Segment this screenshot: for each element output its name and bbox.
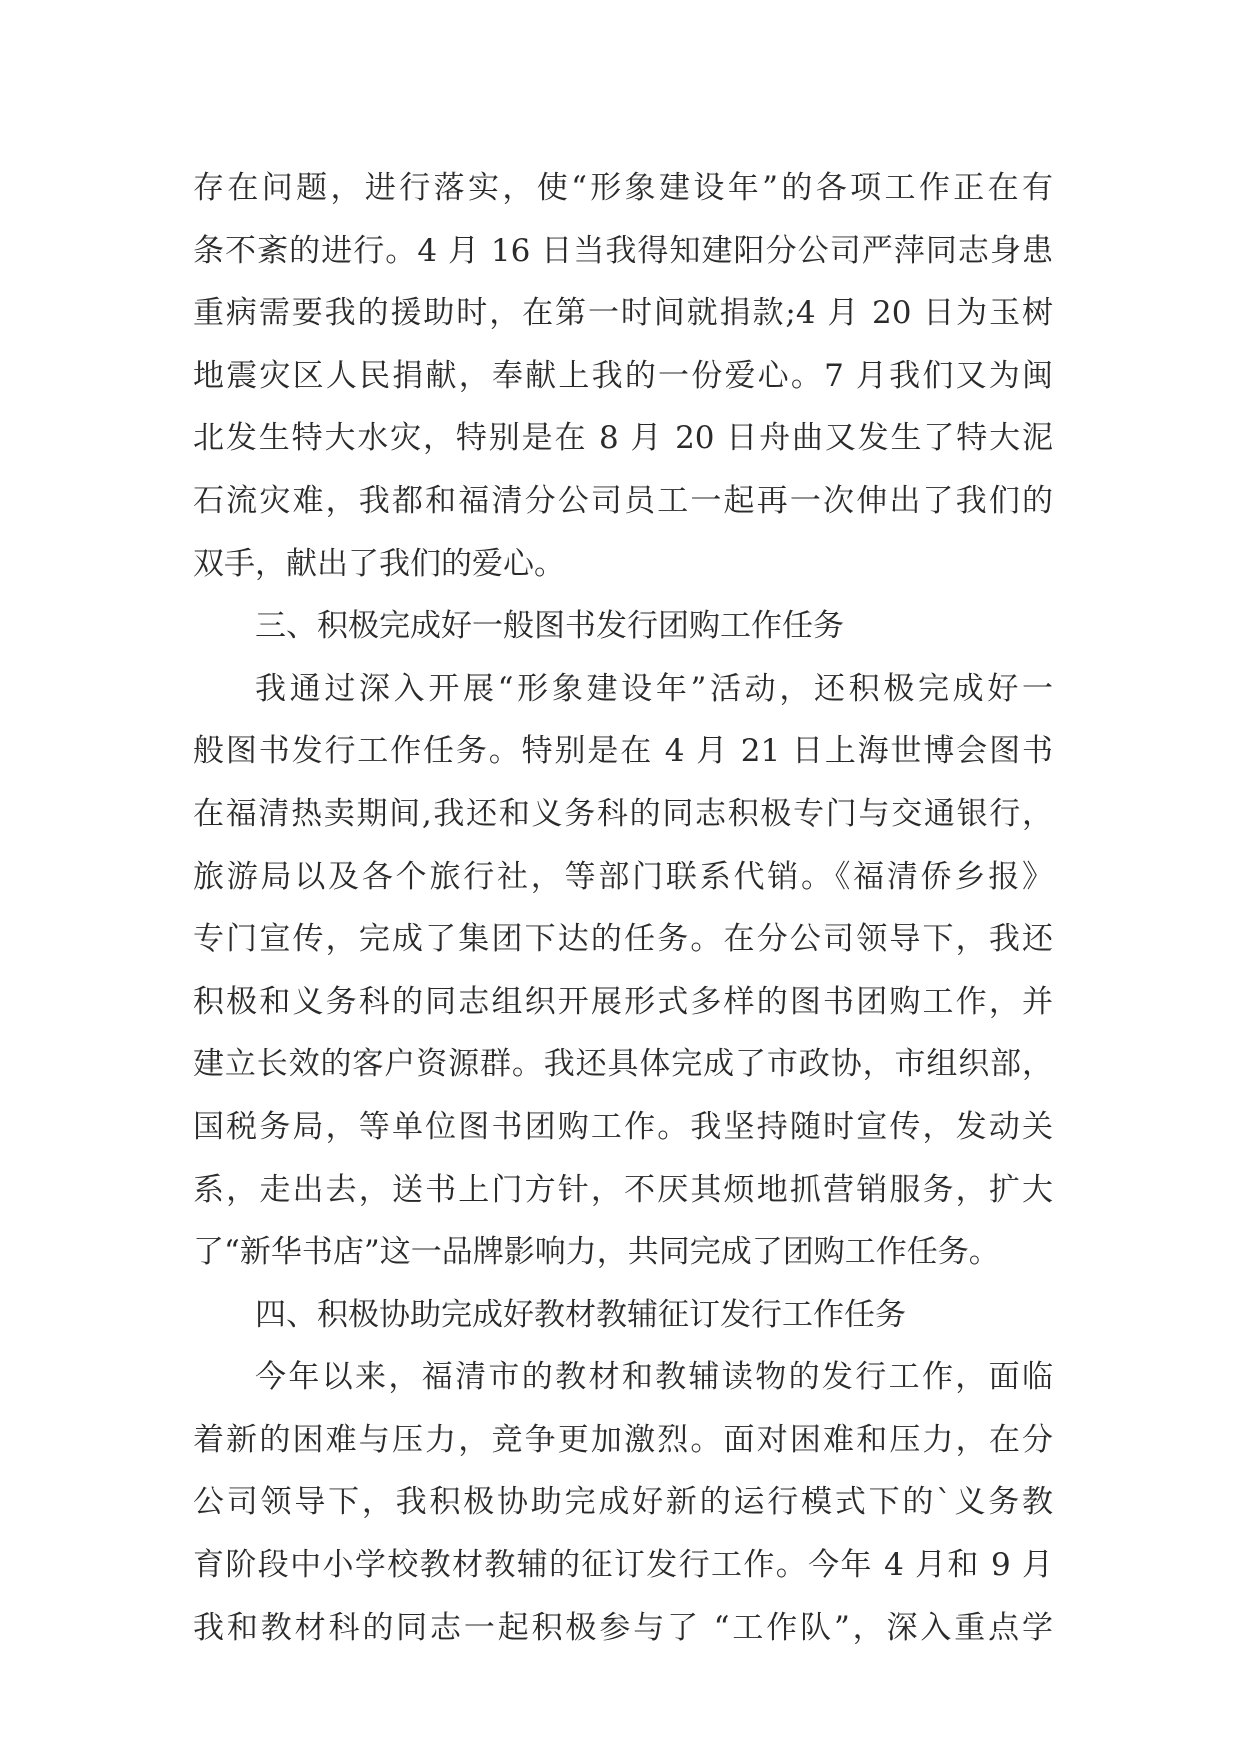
paragraph-line: 公司领导下，我积极协助完成好新的运行模式下的`义务教 <box>193 1484 1053 1521</box>
paragraph-line: 北发生特大水灾，特别是在 8 月 20 日舟曲又发生了特大泥 <box>193 420 1053 457</box>
paragraph-line: 了“新华书店”这一品牌影响力，共同完成了团购工作任务。 <box>193 1234 1000 1271</box>
paragraph-line: 石流灾难，我都和福清分公司员工一起再一次伸出了我们的 <box>193 482 1053 519</box>
paragraph-line: 条不紊的进行。4 月 16 日当我得知建阳分公司严萍同志身患 <box>193 232 1053 269</box>
paragraph-line: 育阶段中小学校教材教辅的征订发行工作。今年 4 月和 9 月 <box>193 1547 1053 1584</box>
paragraph-line: 积极和义务科的同志组织开展形式多样的图书团购工作，并 <box>193 983 1053 1020</box>
paragraph-line: 重病需要我的援助时，在第一时间就捐款;4 月 20 日为玉树 <box>193 295 1053 332</box>
paragraph-line: 我通过深入开展“形象建设年”活动，还积极完成好一 <box>255 670 1053 707</box>
paragraph-line: 在福清热卖期间,我还和义务科的同志积极专门与交通银行， <box>193 795 1053 832</box>
paragraph-line: 我和教材科的同志一起积极参与了 “工作队”，深入重点学 <box>193 1609 1053 1646</box>
paragraph-line: 国税务局，等单位图书团购工作。我坚持随时宣传，发动关 <box>193 1108 1053 1145</box>
paragraph-line: 专门宣传，完成了集团下达的任务。在分公司领导下，我还 <box>193 921 1053 958</box>
paragraph-line: 着新的困难与压力，竞争更加激烈。面对困难和压力，在分 <box>193 1421 1053 1458</box>
paragraph-line: 系，走出去，送书上门方针，不厌其烦地抓营销服务，扩大 <box>193 1171 1053 1208</box>
paragraph-line: 地震灾区人民捐献，奉献上我的一份爱心。7 月我们又为闽 <box>193 357 1053 394</box>
paragraph-line: 双手，献出了我们的爱心。 <box>193 545 565 582</box>
paragraph-line: 存在问题，进行落实，使“形象建设年”的各项工作正在有 <box>193 170 1053 206</box>
paragraph-line: 建立长效的客户资源群。我还具体完成了市政协，市组织部， <box>193 1046 1053 1083</box>
document-body <box>193 157 1053 1659</box>
paragraph-line: 旅游局以及各个旅行社，等部门联系代销。《福清侨乡报》 <box>193 858 1053 895</box>
paragraph-line: 般图书发行工作任务。特别是在 4 月 21 日上海世博会图书 <box>193 733 1053 770</box>
section-heading: 三、积极完成好一般图书发行团购工作任务 <box>255 608 844 645</box>
paragraph-line: 今年以来，福清市的教材和教辅读物的发行工作，面临 <box>255 1359 1053 1396</box>
section-heading: 四、积极协助完成好教材教辅征订发行工作任务 <box>255 1296 906 1333</box>
